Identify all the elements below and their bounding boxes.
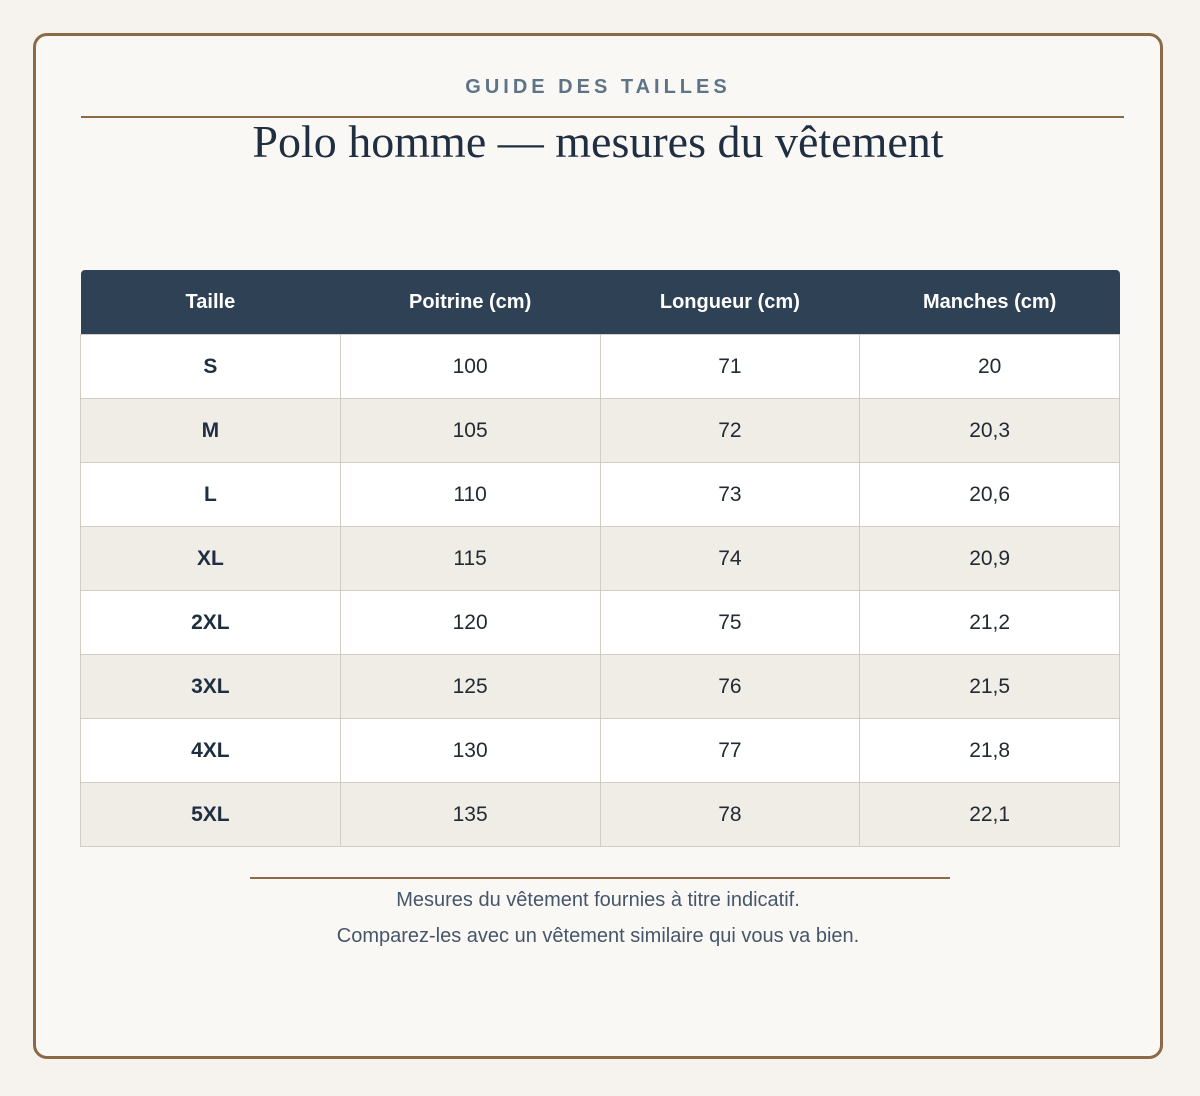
chest-cell: 110 xyxy=(340,463,600,527)
chest-cell: 100 xyxy=(340,335,600,399)
size-guide-card xyxy=(33,33,1163,1059)
table-row xyxy=(81,655,1120,719)
length-cell: 78 xyxy=(600,783,860,847)
sleeves-cell: 20,9 xyxy=(860,527,1120,591)
sleeves-cell: 20,6 xyxy=(860,463,1120,527)
table-row xyxy=(81,783,1120,847)
size-cell: 2XL xyxy=(81,591,341,655)
chest-cell: 105 xyxy=(340,399,600,463)
page-title: Polo homme — mesures du vêtement xyxy=(252,116,944,167)
footer-note-line-2: Comparez-les avec un vêtement similaire qui vous va bien. xyxy=(336,925,860,947)
column-header-size: Taille xyxy=(81,270,341,335)
sleeves-cell: 20,3 xyxy=(860,399,1120,463)
table-row xyxy=(81,399,1120,463)
chest-cell: 115 xyxy=(340,527,600,591)
table-header-row xyxy=(81,270,1120,335)
table-row xyxy=(81,591,1120,655)
length-cell: 75 xyxy=(600,591,860,655)
sleeves-cell: 21,5 xyxy=(860,655,1120,719)
table-row xyxy=(81,335,1120,399)
size-cell: 5XL xyxy=(81,783,341,847)
table-row xyxy=(81,719,1120,783)
column-header-chest: Poitrine (cm) xyxy=(340,270,600,335)
column-header-sleeves: Manches (cm) xyxy=(860,270,1120,335)
size-cell: XL xyxy=(81,527,341,591)
footer-divider xyxy=(250,877,950,879)
column-header-length: Longueur (cm) xyxy=(600,270,860,335)
table-row xyxy=(81,527,1120,591)
size-cell: L xyxy=(81,463,341,527)
sleeves-cell: 21,8 xyxy=(860,719,1120,783)
length-cell: 73 xyxy=(600,463,860,527)
table-row xyxy=(81,463,1120,527)
length-cell: 72 xyxy=(600,399,860,463)
size-table xyxy=(80,270,1120,847)
size-cell: 4XL xyxy=(81,719,341,783)
length-cell: 76 xyxy=(600,655,860,719)
length-cell: 71 xyxy=(600,335,860,399)
size-cell: S xyxy=(81,335,341,399)
section-eyebrow: GUIDE DES TAILLES xyxy=(465,76,731,98)
chest-cell: 135 xyxy=(340,783,600,847)
length-cell: 77 xyxy=(600,719,860,783)
footer-note-line-1: Mesures du vêtement fournies à titre indicatif. xyxy=(396,889,800,911)
length-cell: 74 xyxy=(600,527,860,591)
size-cell: M xyxy=(81,399,341,463)
chest-cell: 130 xyxy=(340,719,600,783)
chest-cell: 125 xyxy=(340,655,600,719)
sleeves-cell: 21,2 xyxy=(860,591,1120,655)
sleeves-cell: 22,1 xyxy=(860,783,1120,847)
size-cell: 3XL xyxy=(81,655,341,719)
sleeves-cell: 20 xyxy=(860,335,1120,399)
chest-cell: 120 xyxy=(340,591,600,655)
